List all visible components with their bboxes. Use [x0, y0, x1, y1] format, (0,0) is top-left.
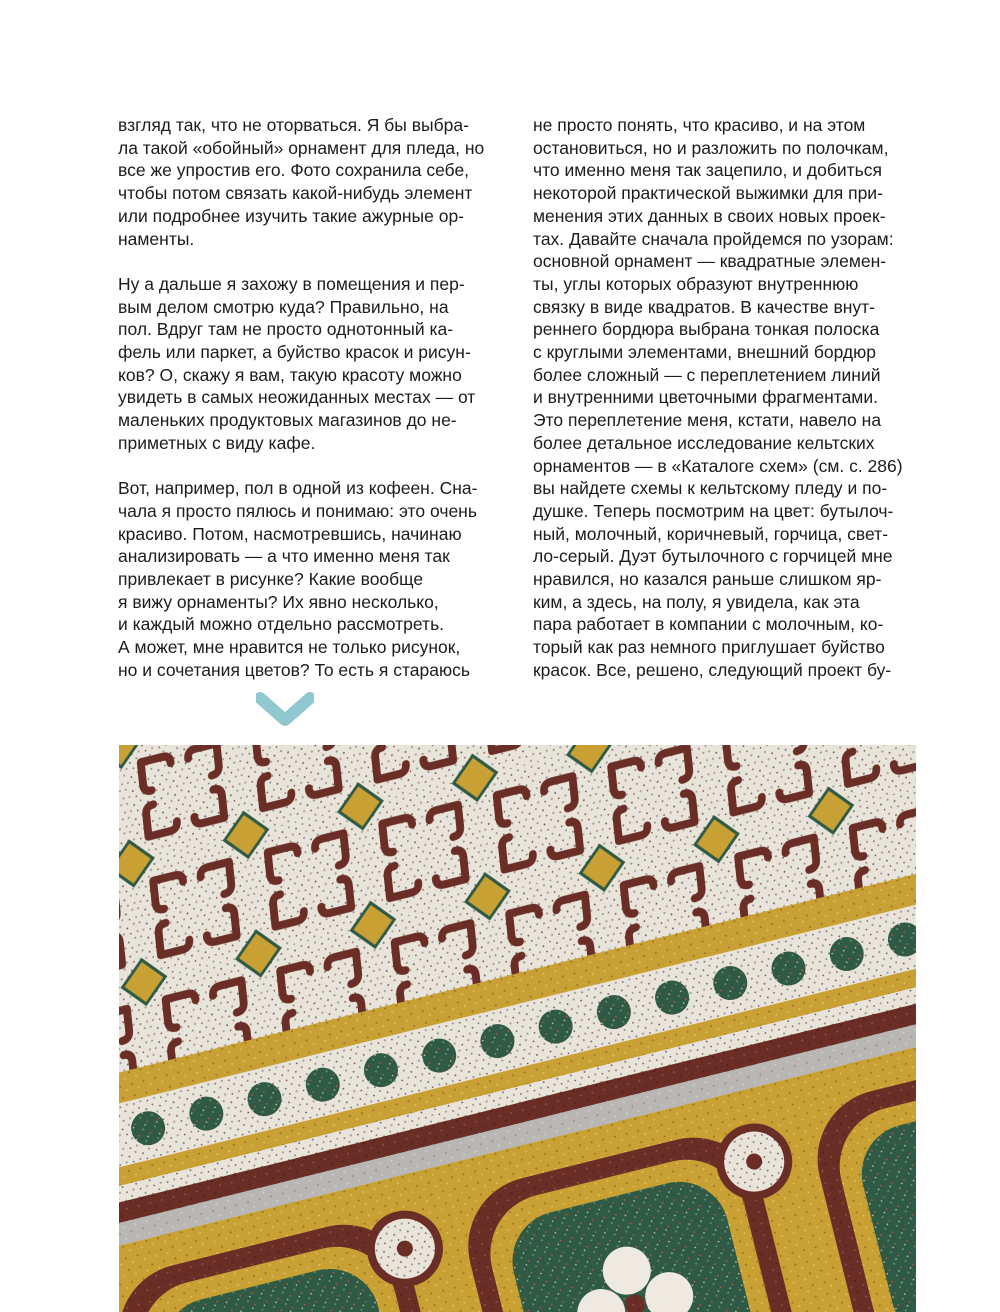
text-line: душке. Теперь посмотрим на цвет: бутылоч-: [533, 500, 894, 521]
text-line: связку в виде квадратов. В качестве внут-: [533, 296, 875, 317]
text-line: красиво. Потом, насмотревшись, начинаю: [118, 523, 462, 544]
chevron-down-icon: [256, 690, 314, 730]
text-line: основной орнамент — квадратные элемен-: [533, 251, 887, 272]
text-line: более сложный — с переплетением линий: [533, 364, 881, 385]
text-line: привлекает в рисунке? Какие вообще: [118, 569, 424, 590]
text-line: ким, а здесь, на полу, я увидела, как эта: [533, 591, 860, 612]
text-line: реннего бордюра выбрана тонкая полоска: [533, 319, 880, 340]
text-line: торый как раз немного приглушает буйство: [533, 637, 885, 658]
text-line: менения этих данных в своих новых проек-: [533, 205, 886, 226]
tiled-floor-photo: [119, 745, 916, 1312]
floor-tile-illustration: [119, 745, 916, 1312]
text-line: не просто понять, что красиво, и на этом: [533, 115, 866, 135]
text-line: но и сочетания цветов? То есть я стараюсь: [118, 659, 470, 680]
text-line: ты, углы которых образуют внутреннюю: [533, 273, 859, 294]
text-line: анализировать — а что именно меня так: [118, 546, 450, 567]
text-line: наменты.: [118, 228, 195, 249]
text-line: увидеть в самых неожиданных местах — от: [118, 387, 476, 408]
text-line: Ну а дальше я захожу в помещения и пер-: [118, 273, 465, 294]
text-line: приметных с виду кафе.: [118, 432, 316, 453]
text-line: пол. Вдруг там не просто однотонный ка-: [118, 319, 454, 340]
text-line: А может, мне нравится не только рисунок,: [118, 637, 461, 658]
text-line: вы найдете схемы к кельтскому пледу и по-: [533, 478, 888, 499]
text-line: я вижу орнаменты? Их явно несколько,: [118, 591, 439, 612]
text-line: фель или паркет, а буйство красок и рисун-: [118, 342, 471, 363]
text-line: что именно меня так зацепило, и добиться: [533, 160, 883, 181]
text-line: Вот, например, пол в одной из кофеен. Сна-: [118, 478, 478, 499]
text-line: тах. Давайте сначала пройдемся по узорам:: [533, 228, 894, 249]
text-line: нравился, но казался раньше слишком яр-: [533, 569, 882, 590]
text-line: ков? О, скажу я вам, такую красоту можно: [118, 364, 462, 385]
text-line: чтобы потом связать какой-нибудь элемент: [118, 183, 473, 204]
text-line: остановиться, но и разложить по полочкам,: [533, 137, 889, 158]
paragraph-gap: [118, 455, 496, 478]
text-line: с круглыми элементами, внешний бордюр: [533, 342, 876, 363]
text-line: более детальное исследование кельтских: [533, 432, 875, 453]
text-line: пара работает в компании с молочным, ко-: [533, 614, 884, 635]
text-line: все же упростив его. Фото сохранила себе,: [118, 160, 470, 181]
text-line: и каждый можно отдельно рассмотреть.: [118, 614, 445, 635]
text-line: красок. Все, решено, следующий проект бу-: [533, 659, 892, 680]
text-line: некоторой практической выжимки для при-: [533, 183, 883, 204]
text-line: и внутренними цветочными фрагментами.: [533, 387, 878, 408]
text-line: маленьких продуктовых магазинов до не-: [118, 410, 457, 431]
text-line: орнаментов — в «Каталоге схем» (см. с. 286): [533, 455, 903, 476]
text-line: вым делом смотрю куда? Правильно, на: [118, 296, 449, 317]
text-line: ный, молочный, коричневый, горчица, свет-: [533, 523, 889, 544]
text-line: ло-серый. Дуэт бутылочного с горчицей мне: [533, 546, 893, 567]
text-line: или подробнее изучить такие ажурные ор-: [118, 205, 465, 226]
paragraph-gap: [118, 250, 496, 273]
article-right-column: [533, 114, 911, 682]
text-line: взгляд так, что не оторваться. Я бы выбра-: [118, 115, 469, 135]
text-line: ла такой «обойный» орнамент для пледа, но: [118, 137, 485, 158]
text-line: чала я просто пялюсь и понимаю: это очень: [118, 500, 477, 521]
article-left-column: [118, 114, 496, 682]
text-line: Это переплетение меня, кстати, навело на: [533, 410, 882, 431]
